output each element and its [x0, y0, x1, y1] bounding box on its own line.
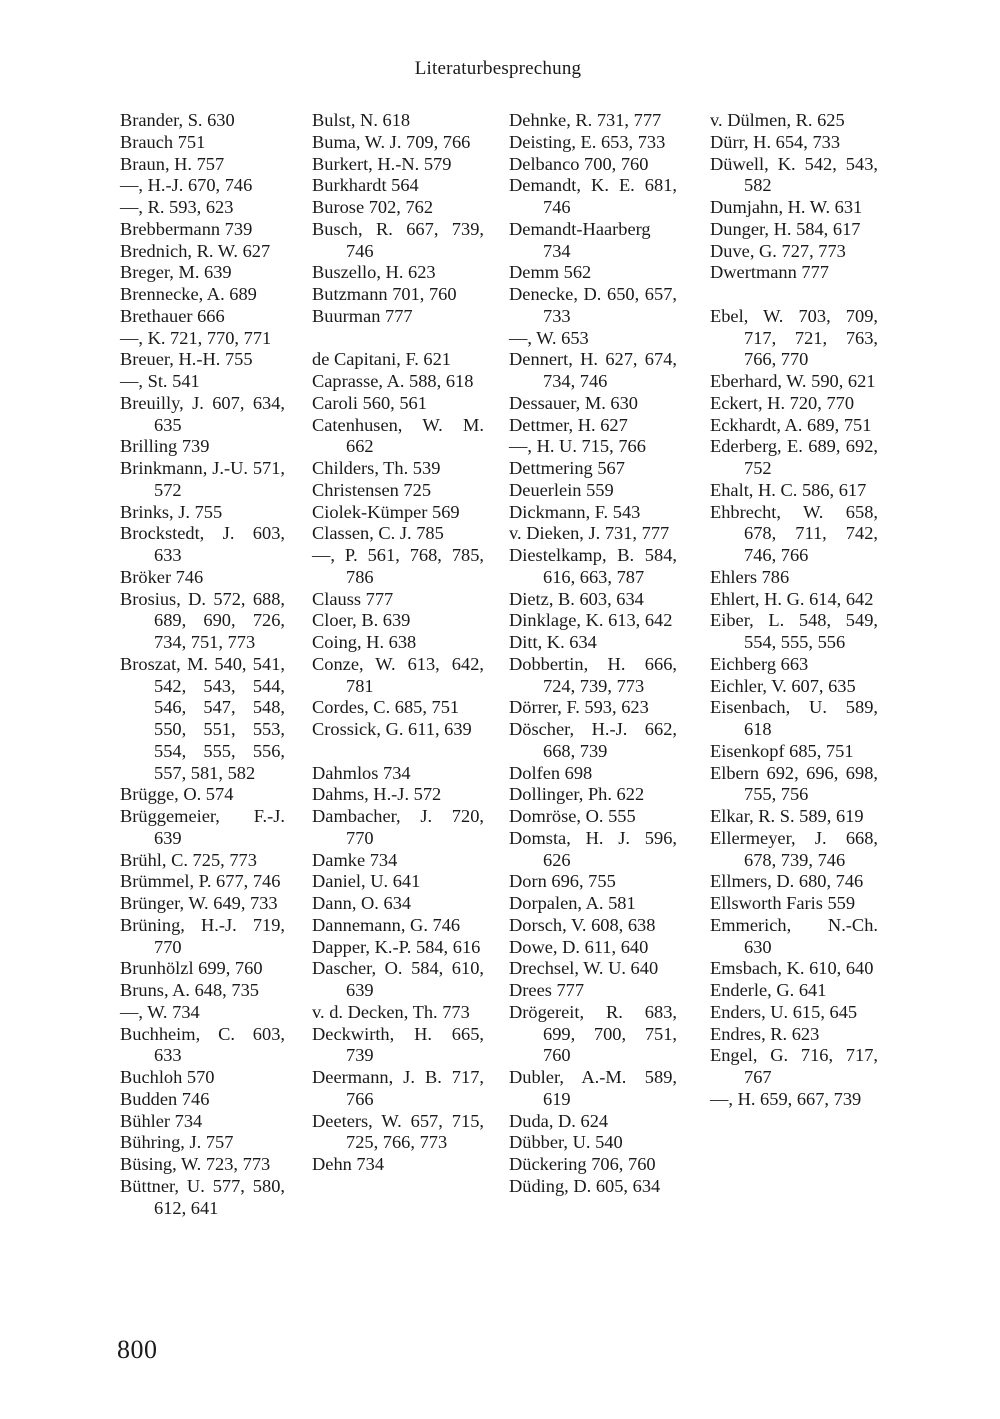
index-column-3 — [509, 110, 677, 1198]
index-entry: Diestelkamp, B. 584, 616, 663, 787 — [509, 545, 677, 587]
index-entry: Crossick, G. 611, 639 — [312, 719, 472, 739]
index-entry: Bulst, N. 618 — [312, 110, 411, 130]
index-entry: Ehlers 786 — [710, 566, 790, 587]
section-gap — [312, 328, 484, 350]
index-entry: Düwell, K. 542, 543, 582 — [710, 153, 878, 196]
index-entry: Deisting, E. 653, 733 — [509, 131, 666, 152]
index-entry: Burose 702, 762 — [312, 197, 434, 217]
index-entry: Endres, R. 623 — [710, 1023, 820, 1044]
index-entry: Dowe, D. 611, 640 — [509, 936, 649, 957]
index-entry: Elbern 692, 696, 698, 755, 756 — [710, 762, 878, 805]
index-entry: Demm 562 — [509, 262, 592, 283]
index-entry: Emsbach, K. 610, 640 — [710, 958, 874, 979]
index-entry: Dollinger, Ph. 622 — [509, 784, 645, 805]
index-entry: Butzmann 701, 760 — [312, 284, 457, 304]
index-entry: Dolfen 698 — [509, 762, 593, 783]
index-entry: v. d. Decken, Th. 773 — [312, 1001, 470, 1022]
index-entry: Buma, W. J. 709, 766 — [312, 131, 471, 152]
index-entry: Brunhölzl 699, 760 — [120, 958, 263, 979]
index-entry: Clauss 777 — [312, 588, 394, 609]
index-entry: Cordes, C. 685, 751 — [312, 697, 460, 718]
index-entry: Ellsworth Faris 559 — [710, 893, 856, 913]
index-entry: Broszat, M. 540, 541, 542, 543, 544, 546, 547, 548, 550, 551, 553, 554, 555, 556, 557, 581, 582 — [120, 653, 285, 783]
index-entry: Duda, D. 624 — [509, 1110, 609, 1131]
index-entry: Brander, S. 630 — [120, 110, 235, 130]
index-entry: Coing, H. 638 — [312, 632, 417, 652]
index-entry: Brünger, W. 649, 733 — [120, 893, 278, 913]
index-entry: —, W. 653 — [509, 327, 589, 348]
index-entry: Breger, M. 639 — [120, 262, 232, 283]
running-head: Literaturbesprechung — [414, 58, 582, 79]
index-entry: Braun, H. 757 — [120, 153, 225, 174]
index-entry: Dennert, H. 627, 674, 734, 746 — [509, 349, 677, 391]
index-entry: Brügge, O. 574 — [120, 784, 234, 805]
index-entry: Ederberg, E. 689, 692, 752 — [710, 436, 878, 478]
index-entry: Brockstedt, J. 603, 633 — [120, 523, 285, 565]
index-entry: Classen, C. J. 785 — [312, 523, 444, 544]
index-entry: Döscher, H.-J. 662, 668, 739 — [509, 719, 677, 761]
index-entry: Ditt, K. 634 — [509, 632, 597, 652]
index-column-4 — [710, 110, 878, 1111]
index-entry: Eichberg 663 — [710, 653, 809, 674]
index-entry: Caprasse, A. 588, 618 — [312, 371, 474, 391]
index-entry: Dettmer, H. 627 — [509, 414, 628, 435]
index-entry: Ehbrecht, W. 658, 678, 711, 742, 746, 766 — [710, 501, 878, 565]
index-entry: Brüning, H.-J. 719, 770 — [120, 914, 285, 957]
index-entry: Dahms, H.-J. 572 — [312, 784, 442, 805]
index-entry: Eckert, H. 720, 770 — [710, 392, 855, 413]
index-entry: Deuerlein 559 — [509, 479, 614, 500]
index-column-2 — [312, 110, 484, 1176]
index-entry: —, H.-J. 670, 746 — [120, 175, 253, 196]
index-entry: Denecke, D. 650, 657, 733 — [509, 284, 677, 326]
index-entry: Bühring, J. 757 — [120, 1132, 234, 1153]
index-entry: Brosius, D. 572, 688, 689, 690, 726, 734, 751, 773 — [120, 588, 285, 652]
index-entry: Brühl, C. 725, 773 — [120, 849, 257, 870]
index-column-1 — [120, 110, 285, 1219]
index-entry: Dietz, B. 603, 634 — [509, 588, 644, 609]
index-entry: Dobbertin, H. 666, 724, 739, 773 — [509, 653, 677, 696]
index-entry: Düding, D. 605, 634 — [509, 1175, 661, 1196]
index-entry: Dwertmann 777 — [710, 262, 830, 283]
index-entry: Enders, U. 615, 645 — [710, 1001, 858, 1022]
index-entry: Duve, G. 727, 773 — [710, 240, 846, 261]
index-entry: Childers, Th. 539 — [312, 458, 441, 478]
index-entry: Eisenbach, U. 589, 618 — [710, 697, 878, 739]
index-entry: Büsing, W. 723, 773 — [120, 1154, 271, 1174]
index-entry: Eckhardt, A. 689, 751 — [710, 414, 872, 435]
index-entry: Cloer, B. 639 — [312, 610, 411, 631]
index-entry: de Capitani, F. 621 — [312, 349, 451, 370]
index-entry: Dickmann, F. 543 — [509, 501, 641, 522]
index-entry: Bruns, A. 648, 735 — [120, 980, 259, 1000]
page-number: 800 — [117, 1335, 158, 1364]
index-entry: Engel, G. 716, 717, 767 — [710, 1045, 878, 1087]
index-entry: Catenhusen, W. M. 662 — [312, 414, 484, 457]
index-entry: Christensen 725 — [312, 479, 432, 500]
index-entry: Brednich, R. W. 627 — [120, 240, 271, 261]
index-entry: Dinklage, K. 613, 642 — [509, 610, 673, 631]
index-entry: Eiber, L. 548, 549, 554, 555, 556 — [710, 610, 878, 652]
index-entry: Drees 777 — [509, 980, 585, 1000]
index-entry: Brinks, J. 755 — [120, 501, 223, 522]
index-entry: Ehlert, H. G. 614, 642 — [710, 588, 874, 609]
index-entry: Dörrer, F. 593, 623 — [509, 697, 649, 718]
index-entry: Brauch 751 — [120, 131, 206, 152]
index-entry: Dubler, A.-M. 589, 619 — [509, 1067, 677, 1109]
index-entry: —, H. 659, 667, 739 — [710, 1088, 862, 1109]
index-entry: Deeters, W. 657, 715, 725, 766, 773 — [312, 1110, 484, 1153]
index-entry: Dunger, H. 584, 617 — [710, 218, 861, 239]
index-entry: Deckwirth, H. 665, 739 — [312, 1023, 484, 1066]
section-gap — [312, 741, 484, 763]
index-entry: Deermann, J. B. 717, 766 — [312, 1067, 484, 1109]
index-entry: Brinkmann, J.-U. 571, 572 — [120, 458, 285, 500]
index-entry: v. Dieken, J. 731, 777 — [509, 523, 670, 544]
index-entry: Dorn 696, 755 — [509, 871, 616, 892]
index-entry: Burkert, H.-N. 579 — [312, 153, 452, 174]
index-entry: Conze, W. 613, 642, 781 — [312, 653, 484, 696]
index-entry: —, R. 593, 623 — [120, 197, 234, 217]
index-entry: Buchloh 570 — [120, 1067, 215, 1087]
index-entry: Domröse, O. 555 — [509, 806, 636, 826]
index-entry: Bröker 746 — [120, 566, 204, 587]
index-entry: Ellmers, D. 680, 746 — [710, 871, 864, 892]
index-entry: Demandt-Haarberg 734 — [509, 218, 651, 261]
index-entry: Breuilly, J. 607, 634, 635 — [120, 392, 285, 435]
index-entry: Eisenkopf 685, 751 — [710, 740, 854, 761]
index-entry: Ciolek-Kümper 569 — [312, 501, 460, 522]
index-entry: Brebbermann 739 — [120, 218, 253, 239]
index-entry: Dessauer, M. 630 — [509, 392, 638, 413]
index-entry: Brilling 739 — [120, 436, 210, 457]
index-entry: Dumjahn, H. W. 631 — [710, 197, 863, 217]
index-entry: Ebel, W. 703, 709, 717, 721, 763, 766, 770 — [710, 305, 878, 370]
index-entry: Caroli 560, 561 — [312, 392, 427, 413]
index-entry: Eberhard, W. 590, 621 — [710, 371, 876, 391]
index-entry: Dettmering 567 — [509, 458, 625, 478]
index-entry: Buchheim, C. 603, 633 — [120, 1023, 285, 1066]
index-entry: Dahmlos 734 — [312, 762, 411, 783]
index-entry: Demandt, K. E. 681, 746 — [509, 175, 677, 217]
index-entry: —, K. 721, 770, 771 — [120, 327, 272, 348]
index-entry: Dehn 734 — [312, 1154, 385, 1174]
index-entry: Emmerich, N.-Ch. 630 — [710, 914, 878, 957]
index-entry: Drechsel, W. U. 640 — [509, 958, 659, 979]
index-entry: Buurman 777 — [312, 305, 413, 326]
index-entry: Dapper, K.-P. 584, 616 — [312, 936, 481, 957]
index-entry: Buszello, H. 623 — [312, 262, 436, 283]
index-entry: Delbanco 700, 760 — [509, 153, 649, 174]
index-entry: Dorpalen, A. 581 — [509, 893, 636, 913]
index-entry: —, St. 541 — [120, 371, 200, 391]
index-entry: Dascher, O. 584, 610, 639 — [312, 958, 484, 1000]
index-entry: Breuer, H.-H. 755 — [120, 349, 253, 370]
index-entry: Eichler, V. 607, 635 — [710, 675, 856, 696]
index-entry: —, P. 561, 768, 785, 786 — [312, 545, 484, 587]
index-entry: Dübber, U. 540 — [509, 1132, 623, 1153]
index-entry: Dannemann, G. 746 — [312, 914, 461, 935]
index-entry: Brüggemeier, F.-J. 639 — [120, 806, 285, 848]
index-entry: —, W. 734 — [120, 1001, 200, 1022]
index-entry: Brennecke, A. 689 — [120, 284, 257, 304]
index-entry: Daniel, U. 641 — [312, 871, 421, 892]
index-entry: Bühler 734 — [120, 1110, 203, 1131]
index-entry: Drögereit, R. 683, 699, 700, 751, 760 — [509, 1001, 677, 1066]
index-entry: Enderle, G. 641 — [710, 980, 827, 1000]
index-entry: Dehnke, R. 731, 777 — [509, 110, 662, 130]
index-entry: Dückering 706, 760 — [509, 1154, 656, 1174]
index-entry: Dann, O. 634 — [312, 893, 412, 913]
index-entry: Brethauer 666 — [120, 305, 225, 326]
index-entry: Domsta, H. J. 596, 626 — [509, 827, 677, 870]
section-gap — [710, 284, 878, 306]
index-entry: Brümmel, P. 677, 746 — [120, 871, 281, 892]
index-entry: Dürr, H. 654, 733 — [710, 131, 841, 152]
index-entry: Dambacher, J. 720, 770 — [312, 806, 484, 848]
index-entry: Elkar, R. S. 589, 619 — [710, 806, 864, 826]
index-entry: v. Dülmen, R. 625 — [710, 110, 845, 130]
index-entry: —, H. U. 715, 766 — [509, 436, 646, 457]
index-entry: Ellermeyer, J. 668, 678, 739, 746 — [710, 827, 878, 870]
index-entry: Damke 734 — [312, 849, 398, 870]
index-entry: Budden 746 — [120, 1088, 210, 1109]
index-entry: Busch, R. 667, 739, 746 — [312, 218, 484, 261]
index-entry: Dorsch, V. 608, 638 — [509, 914, 656, 935]
index-entry: Büttner, U. 577, 580, 612, 641 — [120, 1175, 285, 1218]
index-entry: Burkhardt 564 — [312, 175, 419, 196]
index-entry: Ehalt, H. C. 586, 617 — [710, 479, 867, 500]
